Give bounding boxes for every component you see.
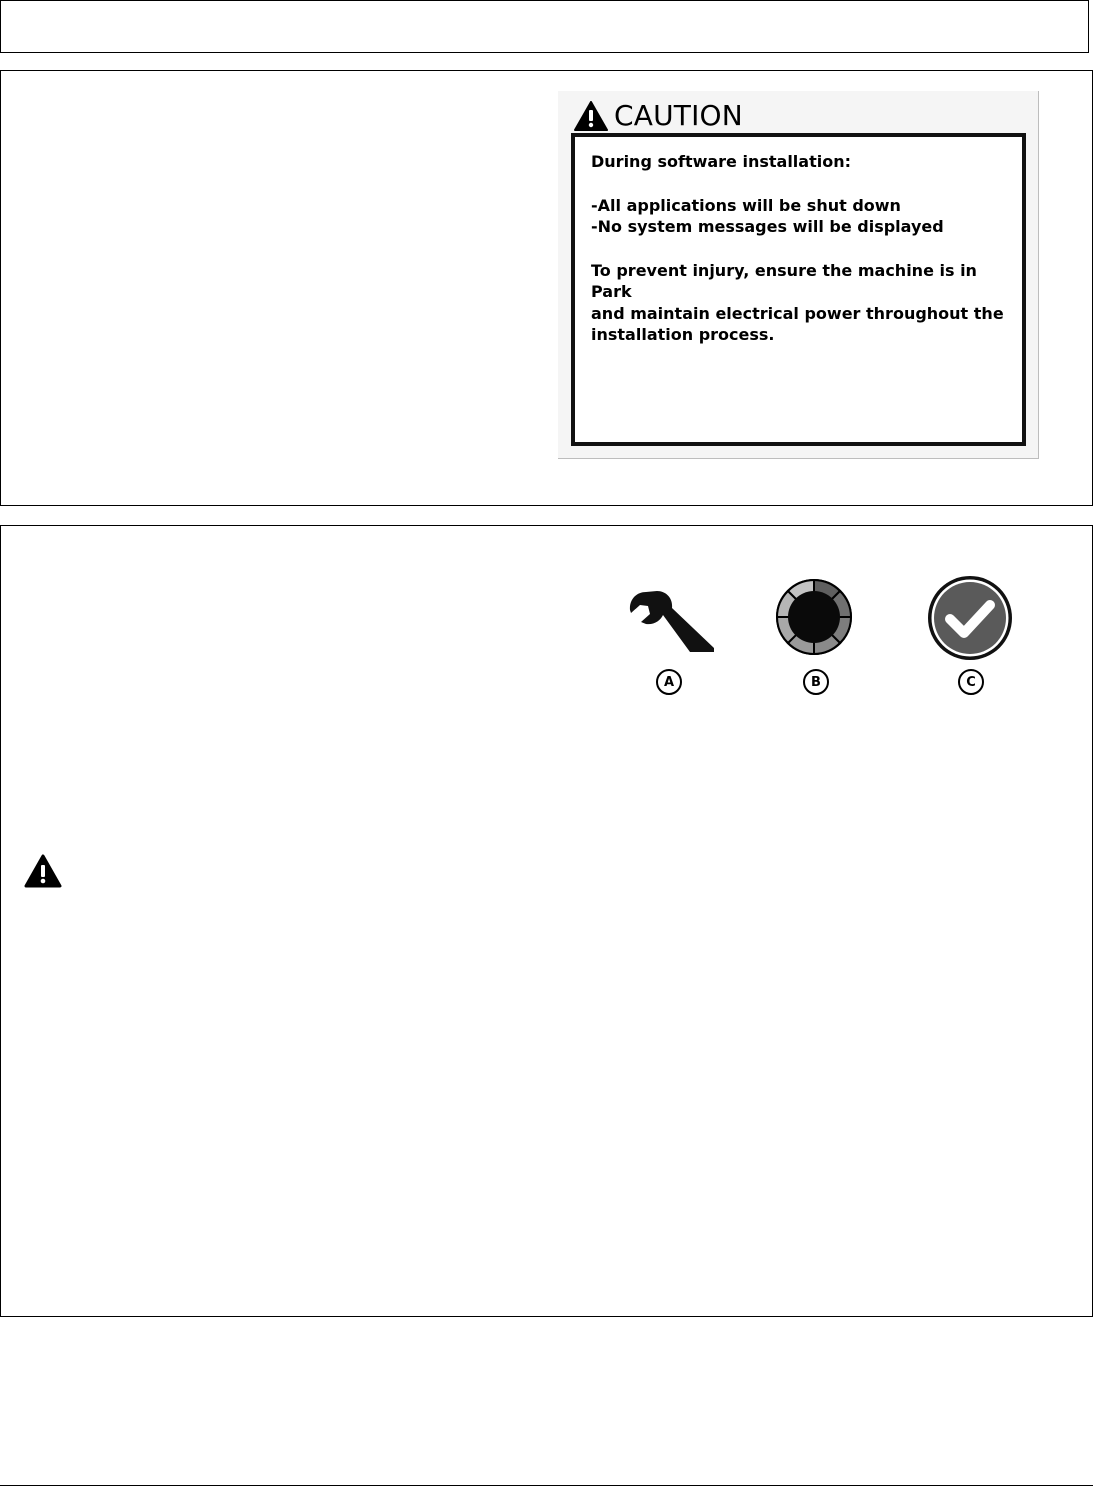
caution-screen-graphic xyxy=(558,91,1039,459)
footer-rule xyxy=(0,1485,1093,1486)
warning-triangle-icon xyxy=(574,101,608,131)
callout-a: A xyxy=(656,669,682,695)
checkmark-icon xyxy=(926,574,1014,662)
warning-triangle-icon xyxy=(24,854,62,888)
caution-bullet: -No system messages will be displayed xyxy=(591,217,944,236)
caution-heading: During software installation: xyxy=(591,152,851,171)
callout-b: B xyxy=(803,669,829,695)
callout-c: C xyxy=(958,669,984,695)
caution-title: CAUTION xyxy=(614,99,743,132)
caution-instruction: installation process. xyxy=(591,325,775,344)
caution-section xyxy=(0,70,1093,506)
caution-instruction: To prevent injury, ensure the machine is in Park xyxy=(591,260,977,301)
wrench-icon xyxy=(628,588,714,654)
progress-spinner-icon xyxy=(775,578,853,656)
caution-header xyxy=(574,99,743,133)
caution-instruction: and maintain electrical power throughout the xyxy=(591,303,1004,323)
caution-message-box xyxy=(571,133,1026,446)
top-frame xyxy=(0,0,1089,53)
caution-bullet: -All applications will be shut down xyxy=(591,195,901,215)
